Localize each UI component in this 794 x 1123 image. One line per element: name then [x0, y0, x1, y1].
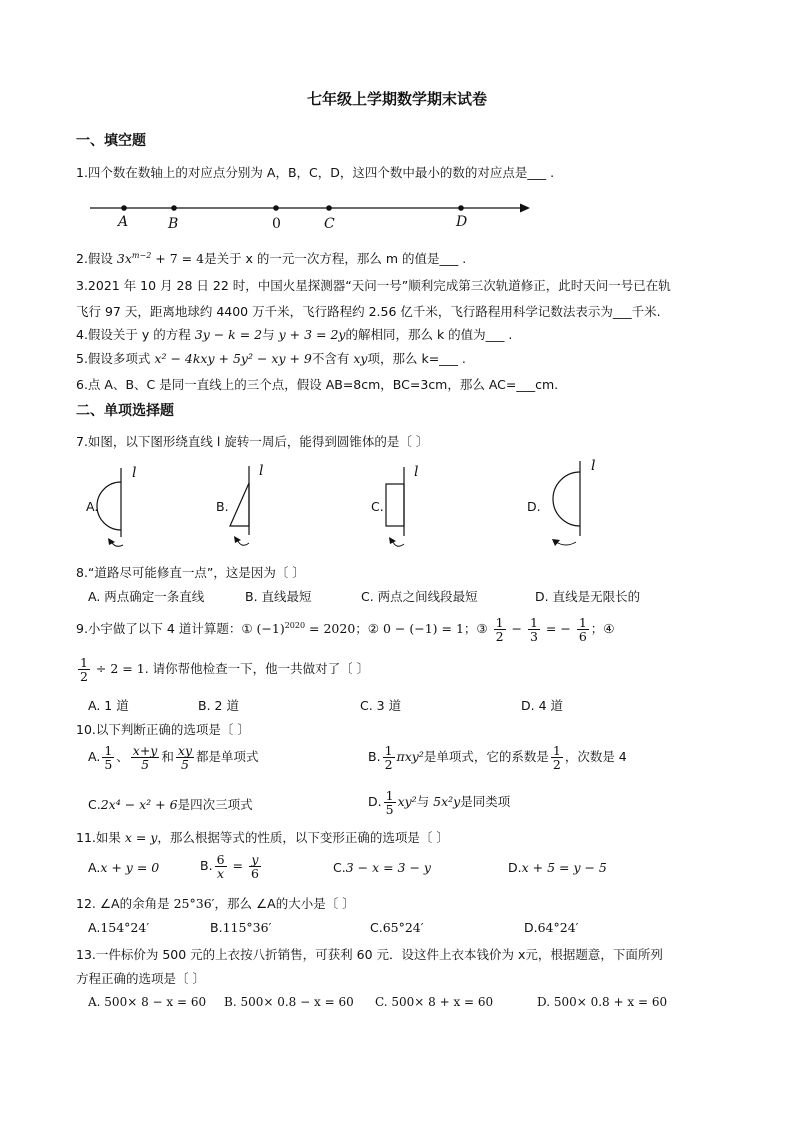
q12-option-b: B.115°36′ [210, 920, 272, 935]
question-7: 7.如图，以下图形绕直线 l 旋转一周后，能得到圆锥体的是〔 〕 [76, 434, 429, 449]
q10-option-c: C.2x⁴ − x² + 6是四次三项式 [88, 797, 253, 812]
q7-option-d-label: D. [527, 499, 541, 514]
section-heading-fill-blank: 一、填空题 [76, 133, 146, 149]
q7-b-axis-label: l [259, 463, 264, 479]
question-1: 1.四个数在数轴上的对应点分别为 A，B，C，D，这四个数中最小的数的对应点是___ . [76, 165, 555, 180]
q8-option-d: D. 直线是无限长的 [535, 589, 641, 604]
question-9-line-1: 9.小宇做了以下 4 道计算题：① $(-1)^{2020} = 2020$；② 0 − (−1) = 1；③ $\frac{1}{2}$ − $\frac{1}{3}$ = − $\frac{1}{6}$ ；④ [76, 615, 615, 645]
q8-option-a: A. 两点确定一条直线 [88, 589, 205, 604]
q7-figure-c [380, 464, 420, 554]
q11-option-a: A.x + y = 0 [88, 860, 160, 875]
point-c [326, 205, 332, 211]
label-c: C [324, 216, 335, 232]
point-origin [273, 205, 279, 211]
number-line-arrow [520, 204, 530, 213]
q7-d-axis-label: l [591, 458, 596, 474]
question-5: 5.假设多项式 x² − 4kxy + 5y² − xy + 9不含有 xy项，那么 k=___ . [76, 351, 466, 366]
label-b: B [168, 216, 179, 232]
q7-option-b-label: B. [216, 499, 229, 514]
label-a: A [118, 214, 129, 230]
q7-figure-a [95, 465, 135, 555]
label-zero: 0 [272, 216, 281, 232]
q12-option-a: A.154°24′ [88, 920, 150, 935]
q7-figure-d [536, 458, 596, 553]
q7-figure-b [225, 463, 265, 553]
label-d: D [456, 214, 468, 230]
question-3-line-2: 飞行 97 天，距离地球约 4400 万千米，飞行路程约 2.56 亿千米，飞行路程用科学记数法表示为___千米. [76, 304, 661, 319]
question-8: 8.“道路尽可能修直一点”，这是因为〔 〕 [76, 565, 305, 580]
q10-option-b: B. $\frac{1}{2}$ πxy²是单项式，它的系数是 $\frac{1}{2}$ ，次数是 4 [368, 743, 627, 773]
question-13-line-2: 方程正确的选项是〔 〕 [76, 971, 205, 986]
q8-option-b: B. 直线最短 [245, 589, 312, 604]
question-3-line-1: 3.2021 年 10 月 28 日 22 时，中国火星探测器“天问一号”顺利完成第三次轨道修正，此时天问一号已在轨 [76, 278, 671, 293]
q7-option-a-label: A. [86, 499, 99, 514]
number-line [86, 196, 536, 234]
question-10: 10.以下判断正确的选项是〔 〕 [76, 722, 250, 737]
q7-c-axis-label: l [414, 464, 419, 480]
page-title: 七年级上学期数学期末试卷 [306, 90, 487, 108]
q13-option-d: D. 500× 0.8 + x = 60 [537, 995, 668, 1009]
q9-option-d: D. 4 道 [521, 698, 563, 713]
question-11: 11.如果 x = y，那么根据等式的性质，以下变形正确的选项是〔 〕 [76, 830, 449, 845]
question-13-line-1: 13.一件标价为 500 元的上衣按八折销售，可获利 60 元．设这件上衣本钱价为 x元，根据题意，下面所列 [76, 947, 663, 962]
q11-option-b: B. $\frac{6}{x}$ = $\frac{y}{6}$ [200, 852, 259, 882]
question-12: 12. ∠A的余角是 25°36′，那么 ∠A的大小是〔 〕 [76, 896, 355, 911]
q7-a-axis-label: l [132, 465, 137, 481]
q8-option-c: C. 两点之间线段最短 [361, 589, 478, 604]
q9-option-b: B. 2 道 [198, 698, 239, 713]
question-4: 4.假设关于 y 的方程 3y − k = 2与 y + 3 = 2y的解相同，那么 k 的值为___ . [76, 327, 513, 342]
point-b [171, 205, 177, 211]
section-heading-single-choice: 二、单项选择题 [76, 403, 174, 419]
q11-option-c: C.3 − x = 3 − y [333, 860, 431, 875]
q13-option-a: A. 500× 8 − x = 60 [88, 995, 207, 1009]
q11-option-d: D.x + 5 = y − 5 [508, 860, 607, 875]
point-a [121, 205, 127, 211]
q13-option-b: B. 500× 0.8 − x = 60 [224, 995, 354, 1009]
q12-option-d: D.64°24′ [524, 920, 579, 935]
question-9-line-2: $\frac{1}{2}$ ÷ 2 = 1. 请你帮他检查一下，他一共做对了〔 〕 [80, 655, 370, 685]
q9-option-a: A. 1 道 [88, 698, 129, 713]
question-2: 2.假设 $3x^{m-2} + 7 = 4$是关于 x 的一元一次方程，那么 m 的值是___ . [76, 250, 467, 266]
point-d [458, 205, 464, 211]
q9-option-c: C. 3 道 [360, 698, 402, 713]
q7-option-c-label: C. [371, 499, 384, 514]
q10-option-a: A. $\frac{1}{5}$ 、 $\frac{x+y}{5}$ 和 $\frac{xy}{5}$ 都是单项式 [88, 743, 259, 773]
q13-option-c: C. 500× 8 + x = 60 [375, 995, 494, 1009]
q12-option-c: C.65°24′ [370, 920, 424, 935]
question-6: 6.点 A、B、C 是同一直线上的三个点，假设 AB=8cm，BC=3cm，那么 AC=___cm. [76, 377, 559, 392]
q10-option-d: D. $\frac{1}{5}$ xy²与 5x²y是同类项 [368, 788, 511, 818]
